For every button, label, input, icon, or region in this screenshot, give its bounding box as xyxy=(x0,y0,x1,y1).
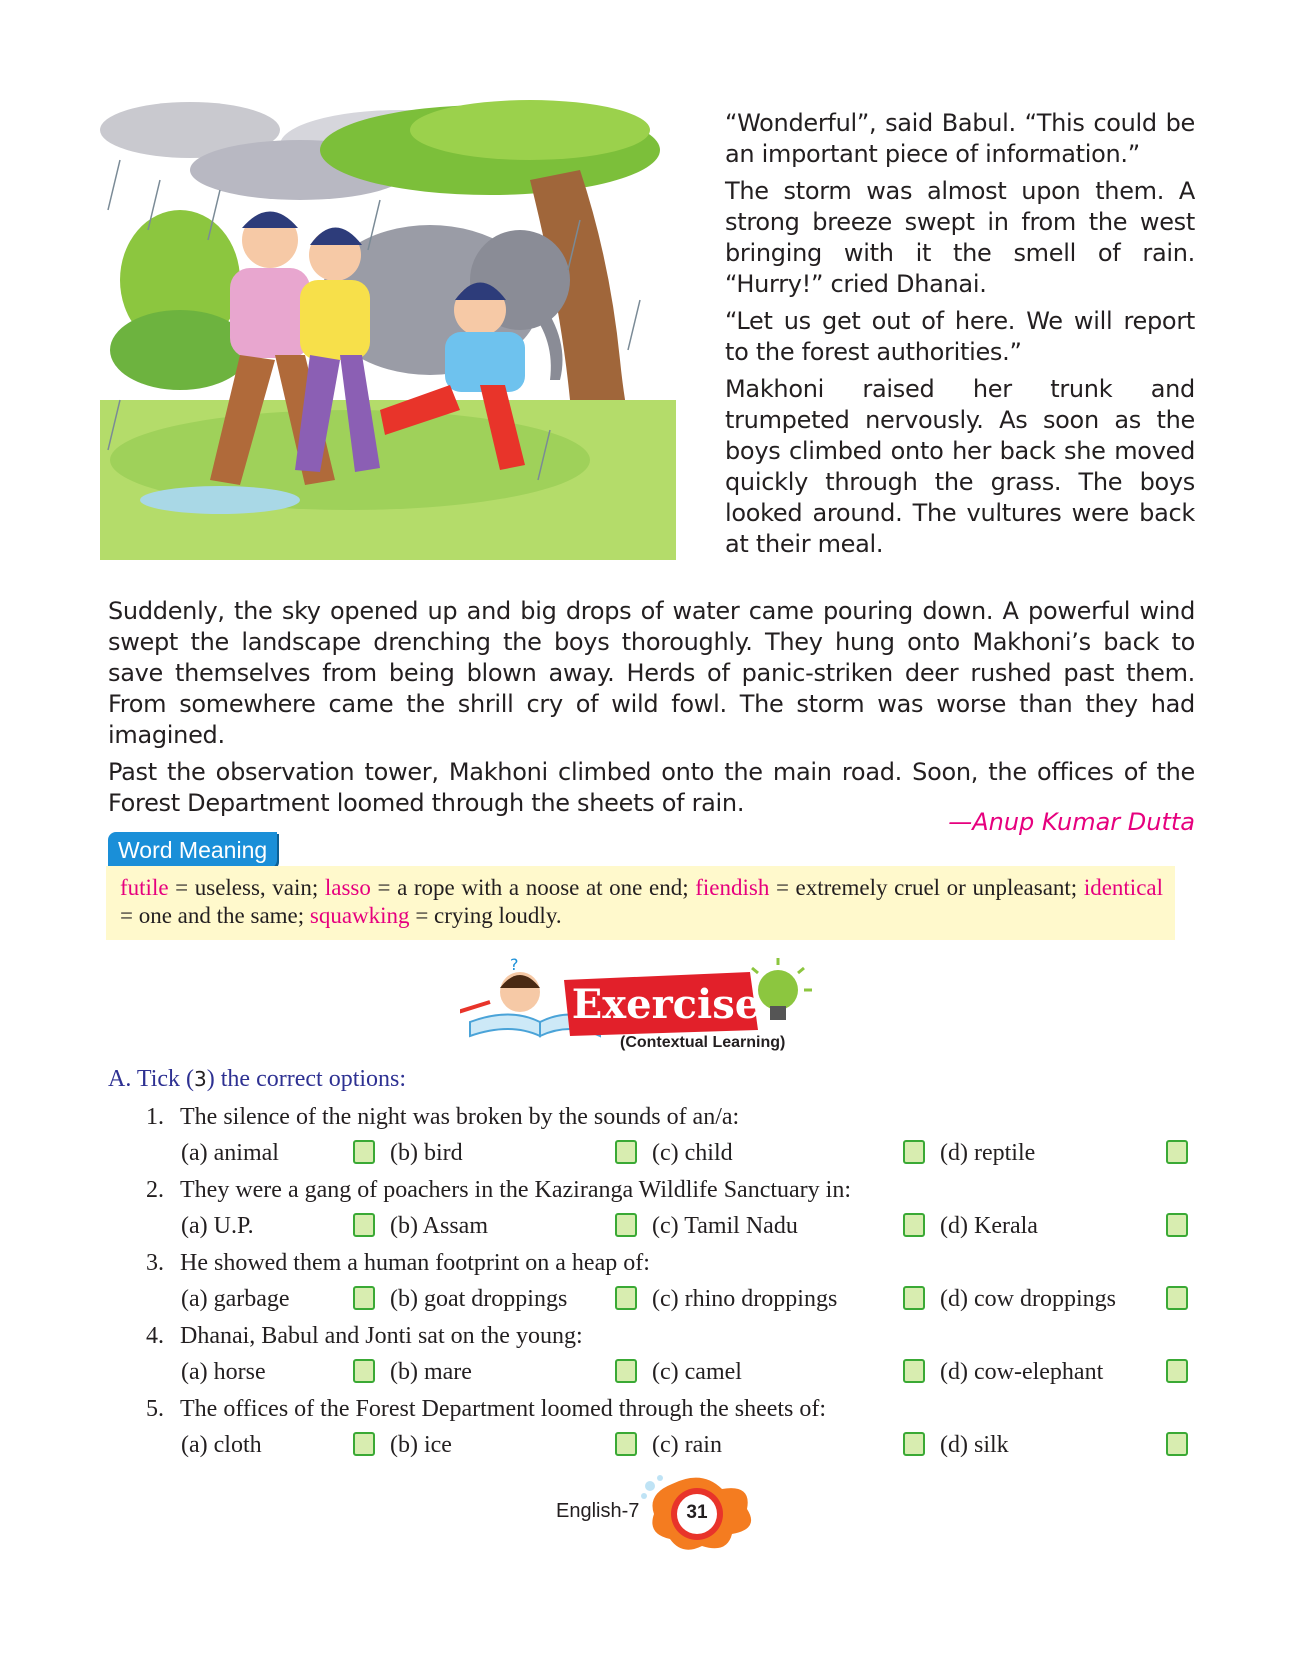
story-paragraph: “Wonderful”, said Babul. “This could be an important piece of information.” xyxy=(725,109,1195,168)
answer-checkbox[interactable] xyxy=(353,1213,375,1237)
question-mark-icon: ? xyxy=(510,955,519,974)
question-number: 3. xyxy=(146,1250,164,1276)
section-a-prefix: A. Tick ( xyxy=(108,1066,195,1092)
question-2 xyxy=(146,1175,1196,1205)
option-label: (b) goat droppings xyxy=(390,1286,568,1312)
option-label: (a) horse xyxy=(181,1359,266,1385)
question-number: 1. xyxy=(146,1104,164,1130)
option-label: (c) rhino droppings xyxy=(652,1286,838,1312)
option-label: (c) camel xyxy=(652,1359,742,1385)
answer-checkbox[interactable] xyxy=(615,1286,637,1310)
question-number: 5. xyxy=(146,1396,164,1422)
question-3 xyxy=(146,1248,1196,1278)
exercise-subtitle: (Contextual Learning) xyxy=(620,1034,786,1051)
answer-checkbox[interactable] xyxy=(1166,1140,1188,1164)
story-paragraph: Past the observation tower, Makhoni climbed onto the main road. Soon, the offices of the Forest Department loomed through the sheets of rain. xyxy=(108,758,1195,817)
option-label: (a) U.P. xyxy=(181,1213,254,1239)
option-label: (d) cow-elephant xyxy=(940,1359,1104,1385)
question-number: 4. xyxy=(146,1323,164,1349)
word-definition: = one and the same; xyxy=(120,903,310,928)
options-row-5 xyxy=(181,1430,1196,1462)
answer-checkbox[interactable] xyxy=(1166,1432,1188,1456)
story-illustration xyxy=(100,100,676,560)
story-paragraph: The storm was almost upon them. A strong breeze swept in from the west bringing with it the smell of rain. “Hurry!” cried Dhanai. xyxy=(725,177,1195,298)
answer-checkbox[interactable] xyxy=(1166,1359,1188,1383)
story-paragraph: Makhoni raised her trunk and trumpeted nervously. As soon as the boys climbed onto her back she moved quickly through the grass. The boys looked around. The vultures were back at their meal. xyxy=(725,375,1195,558)
question-text: They were a gang of poachers in the Kaziranga Wildlife Sanctuary in: xyxy=(180,1177,851,1203)
author-credit: —Anup Kumar Dutta xyxy=(948,808,1195,836)
answer-checkbox[interactable] xyxy=(903,1432,925,1456)
word-term: fiendish xyxy=(695,875,770,900)
option-label: (b) ice xyxy=(390,1432,452,1458)
word-term: futile xyxy=(120,875,169,900)
option-label: (b) mare xyxy=(390,1359,472,1385)
question-text: Dhanai, Babul and Jonti sat on the young: xyxy=(180,1323,583,1349)
word-definition: = extremely cruel or unpleasant; xyxy=(769,875,1084,900)
answer-checkbox[interactable] xyxy=(353,1286,375,1310)
option-label: (b) Assam xyxy=(390,1213,488,1239)
answer-checkbox[interactable] xyxy=(903,1140,925,1164)
option-label: (c) Tamil Nadu xyxy=(652,1213,798,1239)
answer-checkbox[interactable] xyxy=(1166,1286,1188,1310)
word-meaning-label: Word Meaning xyxy=(108,832,277,868)
word-term: identical xyxy=(1083,875,1163,900)
option-label: (b) bird xyxy=(390,1140,463,1166)
answer-checkbox[interactable] xyxy=(353,1432,375,1456)
options-row-3 xyxy=(181,1284,1196,1316)
question-5 xyxy=(146,1394,1196,1424)
option-label: (d) Kerala xyxy=(940,1213,1038,1239)
question-text: The offices of the Forest Department loomed through the sheets of: xyxy=(180,1396,827,1422)
options-row-4 xyxy=(181,1357,1196,1389)
option-label: (d) reptile xyxy=(940,1140,1036,1166)
options-row-1 xyxy=(181,1138,1196,1170)
word-term: lasso xyxy=(324,875,371,900)
question-text: The silence of the night was broken by the sounds of an/a: xyxy=(180,1104,740,1130)
answer-checkbox[interactable] xyxy=(353,1359,375,1383)
answer-checkbox[interactable] xyxy=(615,1432,637,1456)
answer-checkbox[interactable] xyxy=(903,1286,925,1310)
story-paragraph: Suddenly, the sky opened up and big drops of water came pouring down. A powerful wind swept the landscape drenching the boys thoroughly. They hung onto Makhoni’s back to save themselves from being blown away. Herds of panic-striken deer rushed past them. From somewhere came the shrill cry of wild fowl. The storm was worse than they had imagined. xyxy=(108,597,1195,749)
option-label: (c) rain xyxy=(652,1432,722,1458)
answer-checkbox[interactable] xyxy=(903,1213,925,1237)
section-a-suffix: ) the correct options: xyxy=(206,1066,407,1092)
answer-checkbox[interactable] xyxy=(903,1359,925,1383)
exercise-title: Exercise xyxy=(571,981,761,1028)
option-label: (a) animal xyxy=(181,1140,279,1166)
answer-checkbox[interactable] xyxy=(615,1359,637,1383)
answer-checkbox[interactable] xyxy=(615,1140,637,1164)
word-term: squawking xyxy=(309,903,410,928)
option-label: (c) child xyxy=(652,1140,733,1166)
option-label: (a) cloth xyxy=(181,1432,262,1458)
word-definition: = useless, vain; xyxy=(168,875,325,900)
check-symbol: 3 xyxy=(194,1067,207,1091)
word-definition: = a rope with a noose at one end; xyxy=(370,875,696,900)
option-label: (a) garbage xyxy=(181,1286,290,1312)
answer-checkbox[interactable] xyxy=(353,1140,375,1164)
section-a-heading xyxy=(108,1066,406,1093)
story-paragraph: “Let us get out of here. We will report to the forest authorities.” xyxy=(725,307,1195,366)
question-number: 2. xyxy=(146,1177,164,1203)
question-1 xyxy=(146,1102,1196,1132)
story-right-column xyxy=(725,108,1195,566)
word-definition: = crying loudly. xyxy=(409,903,562,928)
book-label: English-7 xyxy=(556,1500,640,1522)
option-label: (d) cow droppings xyxy=(940,1286,1116,1312)
options-row-2 xyxy=(181,1211,1196,1243)
question-text: He showed them a human footprint on a heap of: xyxy=(180,1250,650,1276)
story-bottom-block xyxy=(108,596,1195,825)
answer-checkbox[interactable] xyxy=(1166,1213,1188,1237)
option-label: (d) silk xyxy=(940,1432,1009,1458)
word-meaning-box xyxy=(106,866,1175,940)
question-4 xyxy=(146,1321,1196,1351)
page-number: 31 xyxy=(686,1502,708,1523)
answer-checkbox[interactable] xyxy=(615,1213,637,1237)
